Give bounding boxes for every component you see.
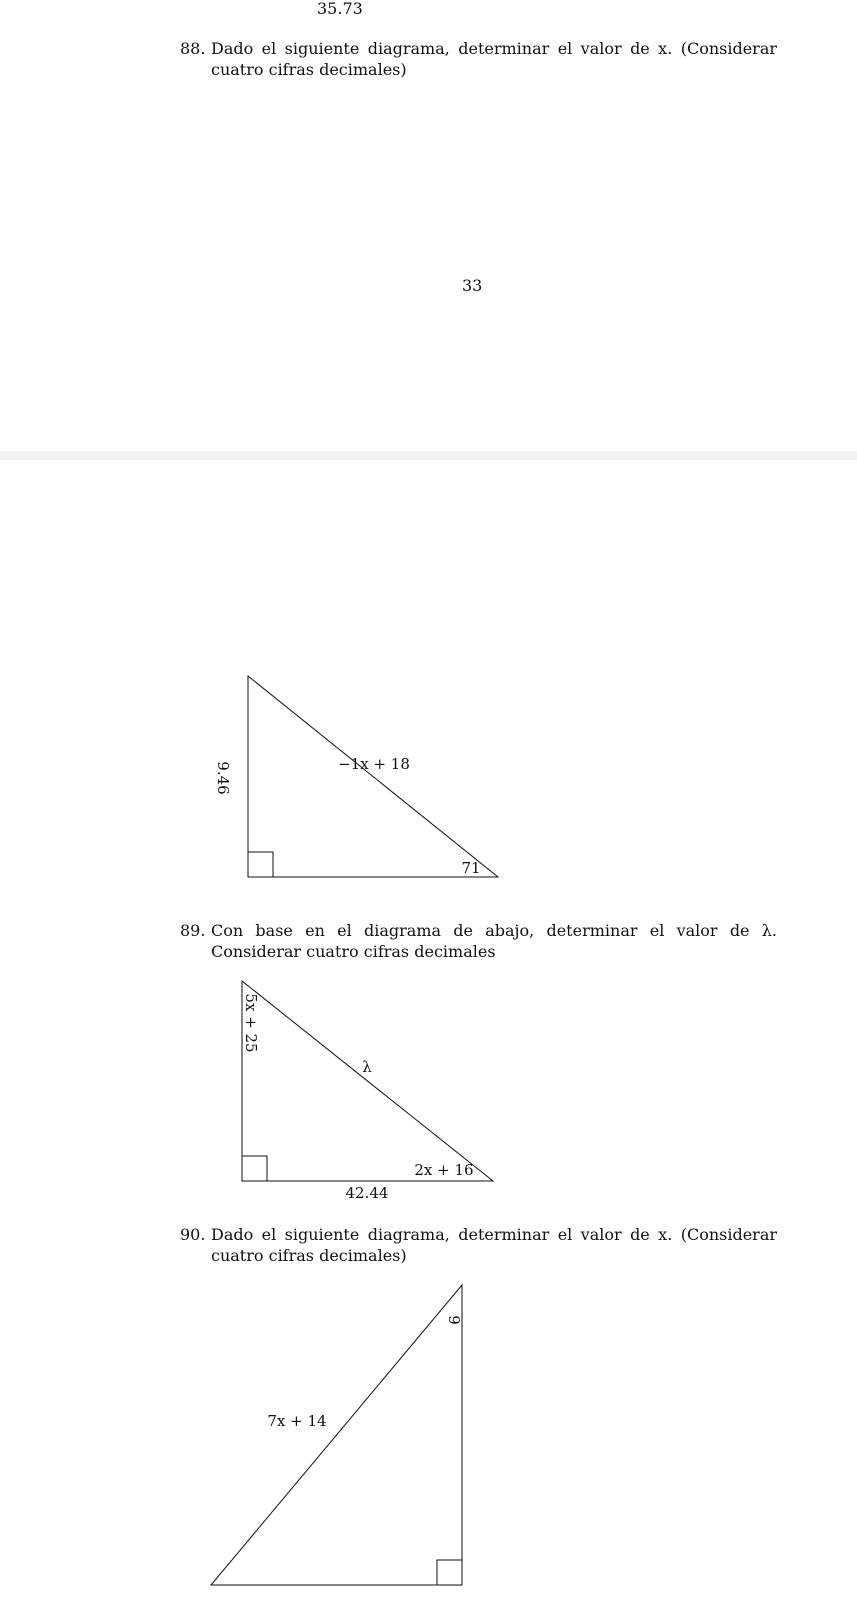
page-1 <box>0 0 857 451</box>
figure-90-triangle <box>0 460 857 1602</box>
figure-89-angle-label: 2x + 16 <box>414 1161 474 1179</box>
figure-90-triangle-outline <box>211 1285 462 1585</box>
question-90-number: 90. <box>180 1225 206 1244</box>
previous-answer-value: 35.73 <box>317 0 363 18</box>
figure-90-right-angle-marker <box>437 1560 462 1585</box>
figure-90-hypotenuse-label: 7x + 14 <box>267 1412 327 1430</box>
figure-88-angle-label: 71 <box>461 859 481 877</box>
figure-88-side-label: 9.46 <box>214 761 232 795</box>
question-88-text: Dado el siguiente diagrama, determinar el valor de x. (Considerar cuatro cifras decimales) <box>211 39 777 79</box>
page-separator <box>0 451 857 460</box>
figure-89-base-label: 42.44 <box>345 1184 389 1202</box>
figure-88-hypotenuse-label: −1x + 18 <box>338 755 410 773</box>
question-90-text: Dado el siguiente diagrama, determinar el valor de x. (Considerar cuatro cifras decimales) <box>211 1225 777 1265</box>
figure-89-side-label: 5x + 25 <box>242 993 260 1053</box>
page-2 <box>0 460 857 1602</box>
question-89-text: Con base en el diagrama de abajo, determinar el valor de λ. Considerar cuatro cifras decimales <box>211 921 777 961</box>
page-number: 33 <box>462 276 483 295</box>
question-88-number: 88. <box>180 39 206 58</box>
question-89-number: 89. <box>180 921 206 940</box>
figure-90-angle-label: 9 <box>445 1315 463 1325</box>
figure-89-hypotenuse-label: λ <box>362 1058 372 1076</box>
